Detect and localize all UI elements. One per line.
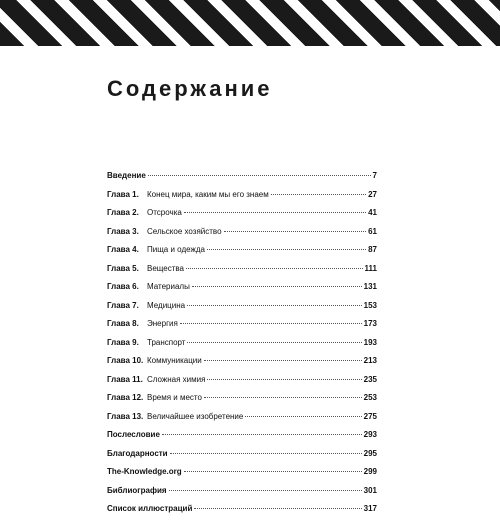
dot-leader <box>224 231 367 232</box>
toc-entry-label: Глава 13. <box>107 411 144 421</box>
toc-entry <box>107 171 377 190</box>
toc-entry <box>107 338 377 357</box>
toc-entry <box>107 319 377 338</box>
toc-entry-page-number: 275 <box>363 411 377 421</box>
toc-entry-title: Сложная химия <box>147 374 206 384</box>
dot-leader <box>207 379 361 380</box>
toc-entry-label: Библиография <box>107 485 167 495</box>
toc-entry-label: Глава 6. <box>107 282 139 291</box>
table-of-contents <box>107 171 377 523</box>
toc-entry-label: Список иллюстраций <box>107 504 193 513</box>
toc-entry <box>107 356 377 375</box>
dot-leader <box>169 490 362 491</box>
toc-entry-label: Глава 10. <box>107 356 144 365</box>
toc-entry-label: The-Knowledge.org <box>107 467 182 476</box>
toc-entry-page-number: 27 <box>368 189 377 199</box>
toc-entry-label: Глава 9. <box>107 337 139 347</box>
striped-header-band <box>0 0 500 46</box>
dot-leader <box>187 305 362 306</box>
toc-entry-page-number: 235 <box>363 374 377 384</box>
dot-leader <box>204 360 362 361</box>
toc-entry-page-number: 41 <box>368 208 377 217</box>
toc-entry-page-number: 293 <box>363 430 377 439</box>
toc-entry <box>107 430 377 449</box>
toc-entry <box>107 264 377 283</box>
page-title: Содержание <box>107 76 273 101</box>
dot-leader <box>194 508 361 509</box>
toc-entry-title: Транспорт <box>147 337 186 347</box>
toc-entry <box>107 245 377 264</box>
dot-leader <box>162 434 362 435</box>
dot-leader <box>180 323 362 324</box>
dot-leader <box>186 268 363 269</box>
toc-entry-label: Глава 5. <box>107 263 139 273</box>
toc-entry-label: Послесловие <box>107 430 160 439</box>
toc-entry-title: Время и место <box>147 393 202 402</box>
toc-entry-label: Глава 4. <box>107 245 139 254</box>
toc-entry <box>107 227 377 246</box>
toc-entry-page-number: 173 <box>363 319 377 328</box>
toc-entry-label: Глава 2. <box>107 208 139 217</box>
toc-entry-page-number: 193 <box>363 337 377 347</box>
toc-entry-label: Глава 1. <box>107 189 139 199</box>
toc-entry <box>107 282 377 301</box>
toc-entry <box>107 375 377 394</box>
dot-leader <box>271 194 366 195</box>
toc-entry-page-number: 317 <box>363 504 377 513</box>
toc-entry-title: Сельское хозяйство <box>147 226 222 236</box>
toc-entry-title: Пища и одежда <box>147 245 205 254</box>
toc-entry-label: Глава 11. <box>107 374 143 384</box>
dot-leader <box>192 286 362 287</box>
toc-entry <box>107 486 377 505</box>
toc-entry <box>107 467 377 486</box>
toc-entry <box>107 449 377 468</box>
toc-entry <box>107 301 377 320</box>
dot-leader <box>148 175 371 176</box>
toc-entry-page-number: 153 <box>363 300 377 310</box>
dot-leader <box>245 416 361 417</box>
dot-leader <box>187 342 361 343</box>
toc-entry-title: Отсрочка <box>147 208 182 217</box>
toc-entry <box>107 393 377 412</box>
toc-entry-label: Глава 3. <box>107 226 139 236</box>
toc-entry-page-number: 213 <box>363 356 377 365</box>
toc-entry <box>107 190 377 209</box>
dot-leader <box>170 453 362 454</box>
toc-entry-page-number: 295 <box>363 448 377 458</box>
toc-entry-title: Вещества <box>147 263 184 273</box>
dot-leader <box>204 397 362 398</box>
toc-entry-label: Глава 7. <box>107 300 139 310</box>
toc-entry-page-number: 111 <box>364 263 377 273</box>
toc-entry-label: Глава 12. <box>107 393 144 402</box>
toc-entry-page-number: 299 <box>363 467 377 476</box>
toc-entry-label: Введение <box>107 171 146 180</box>
dot-leader <box>207 249 366 250</box>
toc-entry-page-number: 7 <box>372 171 377 180</box>
toc-entry-title: Медицина <box>147 300 186 310</box>
toc-entry <box>107 504 377 523</box>
toc-entry <box>107 208 377 227</box>
dot-leader <box>184 212 366 213</box>
toc-entry-title: Конец мира, каким мы его знаем <box>147 189 269 199</box>
toc-entry-title: Коммуникации <box>147 356 202 365</box>
toc-entry <box>107 412 377 431</box>
toc-entry-page-number: 87 <box>368 245 377 254</box>
toc-entry-page-number: 61 <box>368 226 377 236</box>
toc-entry-title: Величайшее изобретение <box>147 411 244 421</box>
toc-entry-title: Материалы <box>147 282 190 291</box>
toc-entry-label: Глава 8. <box>107 319 139 328</box>
toc-entry-page-number: 253 <box>363 393 377 402</box>
toc-entry-page-number: 131 <box>363 282 377 291</box>
toc-entry-label: Благодарности <box>107 448 168 458</box>
toc-entry-title: Энергия <box>147 319 178 328</box>
toc-entry-page-number: 301 <box>363 485 377 495</box>
dot-leader <box>184 471 362 472</box>
